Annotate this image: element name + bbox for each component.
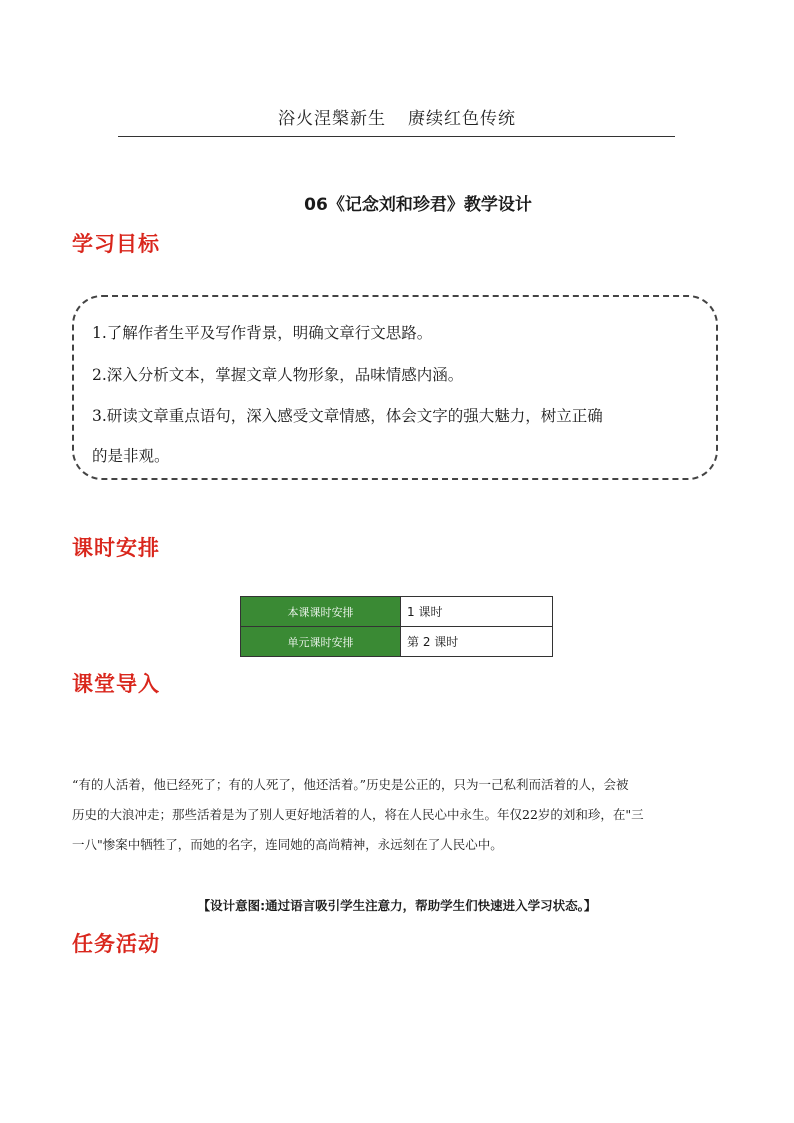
header-title: [0, 104, 794, 129]
schedule-table: [240, 596, 553, 657]
objective-item: 2.深入分析文本，掌握文章人物形象，品味情感内涵。: [92, 366, 464, 384]
table-row: [241, 597, 553, 627]
table-cell-value: 第 2 课时: [401, 627, 553, 657]
design-intent-note: 【设计意图:通过语言吸引学生注意力，帮助学生们快速进入学习状态。】: [197, 898, 597, 913]
table-cell-value: 1 课时: [401, 597, 553, 627]
intro-paragraph-line: 一八"惨案中牺牲了，而她的名字，连同她的高尚精神，永远刻在了人民心中。: [72, 837, 503, 852]
objective-item-continuation: 的是非观。: [92, 447, 170, 465]
table-cell-label: 单元课时安排: [241, 627, 401, 657]
table-row: [241, 627, 553, 657]
header-title-part1: 浴火涅槃新生: [278, 109, 386, 129]
section-heading-activities: 任务活动: [72, 932, 160, 956]
section-heading-schedule: 课时安排: [72, 536, 160, 560]
header-divider: [118, 136, 675, 137]
table-cell-label: 本课课时安排: [241, 597, 401, 627]
objective-item: 1.了解作者生平及写作背景，明确文章行文思路。: [92, 324, 433, 342]
intro-paragraph-line: “有的人活着，他已经死了；有的人死了，他还活着。”历史是公正的，只为一己私利而活着的人，会被: [72, 777, 629, 792]
header-title-part2: 赓续红色传统: [408, 109, 516, 129]
section-heading-intro: 课堂导入: [72, 672, 160, 696]
intro-paragraph-line: 历史的大浪冲走；那些活着是为了别人更好地活着的人，将在人民心中永生。年仅22岁的刘和珍，在"三: [72, 807, 644, 822]
section-heading-objectives: 学习目标: [72, 232, 160, 256]
objective-item: 3.研读文章重点语句，深入感受文章情感，体会文字的强大魅力，树立正确: [92, 407, 603, 425]
document-title: 06《记念刘和珍君》教学设计: [304, 195, 532, 215]
